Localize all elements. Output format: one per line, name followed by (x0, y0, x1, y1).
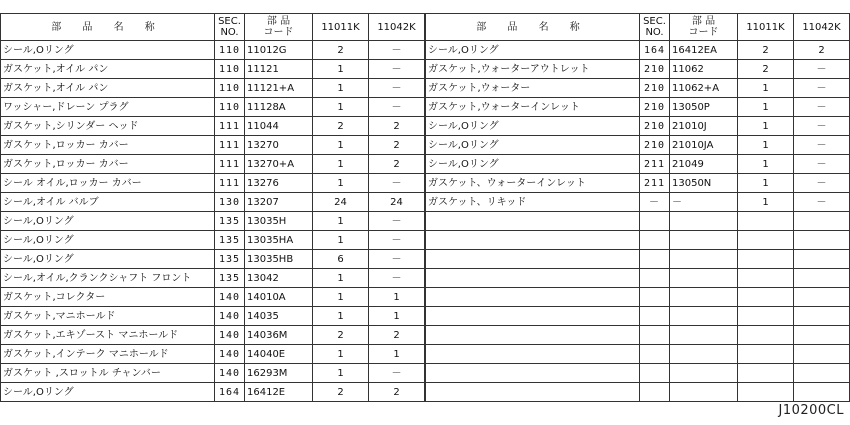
part-name-cell: ガスケット,ウォーター (426, 79, 640, 98)
qty-col-a-cell: 2 (738, 41, 794, 60)
part-code-cell: 13035H (245, 212, 313, 231)
part-name-cell (426, 326, 640, 345)
qty-col-a-cell: 2 (313, 41, 369, 60)
qty-col-a-cell: 6 (313, 250, 369, 269)
part-code-cell (670, 250, 738, 269)
sec-no-cell: 210 (640, 136, 670, 155)
part-name-cell: シール オイル,ロッカー カバー (1, 174, 215, 193)
qty-col-a-cell (738, 307, 794, 326)
header-row (426, 14, 850, 41)
part-name-cell (426, 250, 640, 269)
qty-col-b-cell: 1 (369, 307, 425, 326)
part-code-cell: 14010A (245, 288, 313, 307)
qty-col-b-cell (794, 307, 850, 326)
part-code-cell: 13276 (245, 174, 313, 193)
table-row (426, 79, 850, 98)
part-code-cell: 13035HA (245, 231, 313, 250)
part-code-cell: 14036M (245, 326, 313, 345)
part-name-cell: ガスケット,オイル パン (1, 79, 215, 98)
part-code-cell (670, 326, 738, 345)
table-row (1, 326, 425, 345)
sec-no-cell: 135 (215, 250, 245, 269)
qty-col-a-cell (738, 212, 794, 231)
qty-col-b-cell (794, 231, 850, 250)
part-code-cell: 13050N (670, 174, 738, 193)
qty-col-a-cell: 1 (738, 117, 794, 136)
qty-col-b-cell: － (369, 231, 425, 250)
part-name-cell (426, 307, 640, 326)
part-name-cell: シール,Oリング (426, 117, 640, 136)
part-code-cell: 13207 (245, 193, 313, 212)
part-code-cell: 13270 (245, 136, 313, 155)
table-row (426, 212, 850, 231)
sec-no-cell: 210 (640, 98, 670, 117)
table-row (426, 136, 850, 155)
table-row (426, 117, 850, 136)
sec-no-cell: 140 (215, 288, 245, 307)
part-code-cell: － (670, 193, 738, 212)
header-part-code: 部 品 コード (670, 14, 738, 41)
table-row (1, 288, 425, 307)
part-code-cell (670, 383, 738, 402)
qty-col-a-cell: 1 (313, 345, 369, 364)
qty-col-b-cell: － (369, 269, 425, 288)
part-code-cell (670, 364, 738, 383)
part-name-cell: シール,オイル バルブ (1, 193, 215, 212)
part-name-cell: シール,Oリング (1, 212, 215, 231)
qty-col-a-cell: 1 (313, 60, 369, 79)
header-row (1, 14, 425, 41)
qty-col-a-cell: 1 (313, 231, 369, 250)
sec-no-cell: 210 (640, 117, 670, 136)
sec-no-cell: 110 (215, 41, 245, 60)
part-code-cell: 16293M (245, 364, 313, 383)
part-name-cell: シール,オイル,クランクシャフト フロント (1, 269, 215, 288)
part-name-cell: ガスケット,ロッカー カバー (1, 155, 215, 174)
part-code-cell (670, 345, 738, 364)
part-code-cell (670, 288, 738, 307)
part-code-cell (670, 269, 738, 288)
part-code-cell: 13270+A (245, 155, 313, 174)
part-code-cell: 11121+A (245, 79, 313, 98)
qty-col-b-cell: － (794, 117, 850, 136)
table-row (1, 345, 425, 364)
header-col-b: 11042K (369, 14, 425, 41)
table-row (1, 193, 425, 212)
qty-col-a-cell (738, 345, 794, 364)
sec-no-cell: 210 (640, 60, 670, 79)
table-row (1, 231, 425, 250)
part-code-cell: 14035 (245, 307, 313, 326)
part-name-cell (426, 269, 640, 288)
qty-col-a-cell: 1 (313, 155, 369, 174)
table-row (426, 383, 850, 402)
header-part-code: 部 品 コード (245, 14, 313, 41)
sec-no-cell: 211 (640, 155, 670, 174)
sec-no-cell: 140 (215, 345, 245, 364)
sec-no-cell (640, 250, 670, 269)
qty-col-a-cell: 1 (738, 98, 794, 117)
sec-no-cell: 164 (215, 383, 245, 402)
part-code-cell: 13050P (670, 98, 738, 117)
qty-col-b-cell (794, 269, 850, 288)
table-row (1, 269, 425, 288)
part-name-cell: ガスケット ,スロットル チャンバー (1, 364, 215, 383)
table-row (1, 307, 425, 326)
part-name-cell: シール,Oリング (426, 41, 640, 60)
table-row (426, 345, 850, 364)
qty-col-b-cell (794, 383, 850, 402)
part-name-cell (426, 288, 640, 307)
table-row (1, 136, 425, 155)
sec-no-cell (640, 364, 670, 383)
part-name-cell: シール,Oリング (1, 41, 215, 60)
header-sec-no: SEC. NO. (215, 14, 245, 41)
part-name-cell: ガスケット,シリンダー ヘッド (1, 117, 215, 136)
part-code-cell: 21049 (670, 155, 738, 174)
part-code-cell: 11062 (670, 60, 738, 79)
part-name-cell: ガスケット,コレクター (1, 288, 215, 307)
header-sec-no: SEC. NO. (640, 14, 670, 41)
qty-col-b-cell: － (794, 79, 850, 98)
sec-no-cell (640, 212, 670, 231)
qty-col-a-cell (738, 383, 794, 402)
qty-col-a-cell: 2 (313, 326, 369, 345)
qty-col-a-cell (738, 250, 794, 269)
part-code-cell (670, 231, 738, 250)
qty-col-a-cell: 24 (313, 193, 369, 212)
part-name-cell: シール,Oリング (1, 250, 215, 269)
qty-col-b-cell: － (369, 250, 425, 269)
sec-no-cell (640, 345, 670, 364)
qty-col-b-cell: 2 (369, 383, 425, 402)
part-code-cell: 21010JA (670, 136, 738, 155)
qty-col-b-cell: 1 (369, 288, 425, 307)
table-row (426, 364, 850, 383)
qty-col-b-cell: － (794, 60, 850, 79)
part-name-cell: ガスケット、リキッド (426, 193, 640, 212)
part-name-cell: ガスケット,マニホールド (1, 307, 215, 326)
part-code-cell (670, 307, 738, 326)
table-row (426, 288, 850, 307)
table-row (1, 117, 425, 136)
part-code-cell: 21010J (670, 117, 738, 136)
qty-col-b-cell (794, 345, 850, 364)
qty-col-b-cell: － (794, 136, 850, 155)
sec-no-cell: 164 (640, 41, 670, 60)
sec-no-cell (640, 307, 670, 326)
sec-no-cell: 140 (215, 307, 245, 326)
table-row (426, 98, 850, 117)
table-row (426, 193, 850, 212)
part-name-cell: ガスケット、ウォーターインレット (426, 174, 640, 193)
qty-col-a-cell (738, 231, 794, 250)
sec-no-cell: 140 (215, 364, 245, 383)
part-code-cell: 16412E (245, 383, 313, 402)
table-row (1, 98, 425, 117)
qty-col-b-cell: 2 (369, 117, 425, 136)
part-code-cell: 11062+A (670, 79, 738, 98)
table-row (1, 79, 425, 98)
sec-no-cell: 135 (215, 212, 245, 231)
qty-col-a-cell: 1 (313, 364, 369, 383)
qty-col-a-cell: 1 (738, 155, 794, 174)
sec-no-cell: 135 (215, 231, 245, 250)
part-name-cell: ガスケット,エキゾースト マニホールド (1, 326, 215, 345)
qty-col-b-cell: 1 (369, 345, 425, 364)
part-name-cell: シール,Oリング (1, 231, 215, 250)
parts-table-right (425, 13, 850, 402)
qty-col-a-cell: 2 (313, 117, 369, 136)
qty-col-b-cell: － (369, 41, 425, 60)
qty-col-b-cell: － (369, 174, 425, 193)
table-row (1, 155, 425, 174)
qty-col-b-cell: － (369, 98, 425, 117)
header-col-b: 11042K (794, 14, 850, 41)
table-row (426, 155, 850, 174)
qty-col-b-cell: 2 (369, 326, 425, 345)
part-name-cell: シール,Oリング (426, 155, 640, 174)
table-row (1, 41, 425, 60)
parts-table-left-body (1, 41, 425, 402)
sec-no-cell: 110 (215, 79, 245, 98)
qty-col-b-cell: － (369, 79, 425, 98)
qty-col-b-cell (794, 364, 850, 383)
table-row (426, 41, 850, 60)
sec-no-cell: 111 (215, 174, 245, 193)
table-row (426, 326, 850, 345)
table-row (426, 60, 850, 79)
table-row (426, 231, 850, 250)
table-row (426, 174, 850, 193)
table-row (1, 60, 425, 79)
part-code-cell: 16412EA (670, 41, 738, 60)
header-col-a: 11011K (313, 14, 369, 41)
part-name-cell: ガスケット,ウォーターアウトレット (426, 60, 640, 79)
qty-col-a-cell: 2 (313, 383, 369, 402)
part-code-cell (670, 212, 738, 231)
qty-col-b-cell: 2 (369, 136, 425, 155)
drawing-id: J10200CL (778, 403, 844, 418)
part-name-cell: ガスケット,ロッカー カバー (1, 136, 215, 155)
part-code-cell: 11121 (245, 60, 313, 79)
qty-col-a-cell: 1 (313, 212, 369, 231)
qty-col-a-cell (738, 326, 794, 345)
parts-table-right-body (426, 41, 850, 402)
part-name-cell (426, 231, 640, 250)
qty-col-b-cell: － (794, 155, 850, 174)
part-name-cell: シール,Oリング (1, 383, 215, 402)
qty-col-b-cell: － (369, 364, 425, 383)
qty-col-b-cell: 2 (369, 155, 425, 174)
part-name-cell (426, 345, 640, 364)
table-row (1, 364, 425, 383)
parts-table-left (0, 13, 425, 402)
sec-no-cell: 110 (215, 60, 245, 79)
qty-col-b-cell: － (794, 174, 850, 193)
sec-no-cell: 135 (215, 269, 245, 288)
part-code-cell: 11044 (245, 117, 313, 136)
sec-no-cell: 111 (215, 155, 245, 174)
part-code-cell: 13042 (245, 269, 313, 288)
table-row (1, 174, 425, 193)
qty-col-a-cell: 1 (313, 79, 369, 98)
part-code-cell: 11128A (245, 98, 313, 117)
part-name-cell: ガスケット,インテーク マニホールド (1, 345, 215, 364)
table-row (1, 383, 425, 402)
sec-no-cell: 110 (215, 98, 245, 117)
sec-no-cell: 111 (215, 117, 245, 136)
sec-no-cell: 130 (215, 193, 245, 212)
table-row (1, 250, 425, 269)
table-row (426, 307, 850, 326)
sec-no-cell (640, 288, 670, 307)
qty-col-b-cell (794, 288, 850, 307)
table-row (426, 269, 850, 288)
part-code-cell: 13035HB (245, 250, 313, 269)
part-name-cell (426, 212, 640, 231)
qty-col-a-cell: 2 (738, 60, 794, 79)
part-name-cell: ガスケット,オイル パン (1, 60, 215, 79)
qty-col-b-cell: － (794, 193, 850, 212)
qty-col-a-cell: 1 (738, 79, 794, 98)
qty-col-b-cell (794, 326, 850, 345)
sec-no-cell: 210 (640, 79, 670, 98)
sec-no-cell: 140 (215, 326, 245, 345)
part-name-cell: シール,Oリング (426, 136, 640, 155)
qty-col-a-cell: 1 (313, 174, 369, 193)
qty-col-b-cell: － (369, 60, 425, 79)
sec-no-cell (640, 269, 670, 288)
sec-no-cell (640, 326, 670, 345)
qty-col-a-cell: 1 (313, 136, 369, 155)
sec-no-cell: － (640, 193, 670, 212)
qty-col-a-cell (738, 364, 794, 383)
part-code-cell: 14040E (245, 345, 313, 364)
qty-col-b-cell (794, 212, 850, 231)
qty-col-a-cell: 1 (313, 98, 369, 117)
part-name-cell: ワッシャー,ドレーン プラグ (1, 98, 215, 117)
qty-col-a-cell: 1 (738, 136, 794, 155)
qty-col-b-cell: 24 (369, 193, 425, 212)
part-name-cell (426, 383, 640, 402)
qty-col-b-cell (794, 250, 850, 269)
header-part-name: 部 品 名 称 (1, 14, 215, 41)
qty-col-b-cell: 2 (794, 41, 850, 60)
part-code-cell: 11012G (245, 41, 313, 60)
qty-col-a-cell (738, 288, 794, 307)
sec-no-cell (640, 383, 670, 402)
sec-no-cell: 111 (215, 136, 245, 155)
qty-col-a-cell: 1 (313, 269, 369, 288)
table-row (1, 212, 425, 231)
part-name-cell: ガスケット,ウォーターインレット (426, 98, 640, 117)
qty-col-b-cell: － (794, 98, 850, 117)
qty-col-a-cell: 1 (313, 307, 369, 326)
qty-col-a-cell: 1 (313, 288, 369, 307)
qty-col-b-cell: － (369, 212, 425, 231)
sec-no-cell (640, 231, 670, 250)
table-row (426, 250, 850, 269)
part-name-cell (426, 364, 640, 383)
header-col-a: 11011K (738, 14, 794, 41)
qty-col-a-cell: 1 (738, 174, 794, 193)
qty-col-a-cell: 1 (738, 193, 794, 212)
header-part-name: 部 品 名 称 (426, 14, 640, 41)
parts-list-sheet (0, 13, 850, 398)
qty-col-a-cell (738, 269, 794, 288)
sec-no-cell: 211 (640, 174, 670, 193)
